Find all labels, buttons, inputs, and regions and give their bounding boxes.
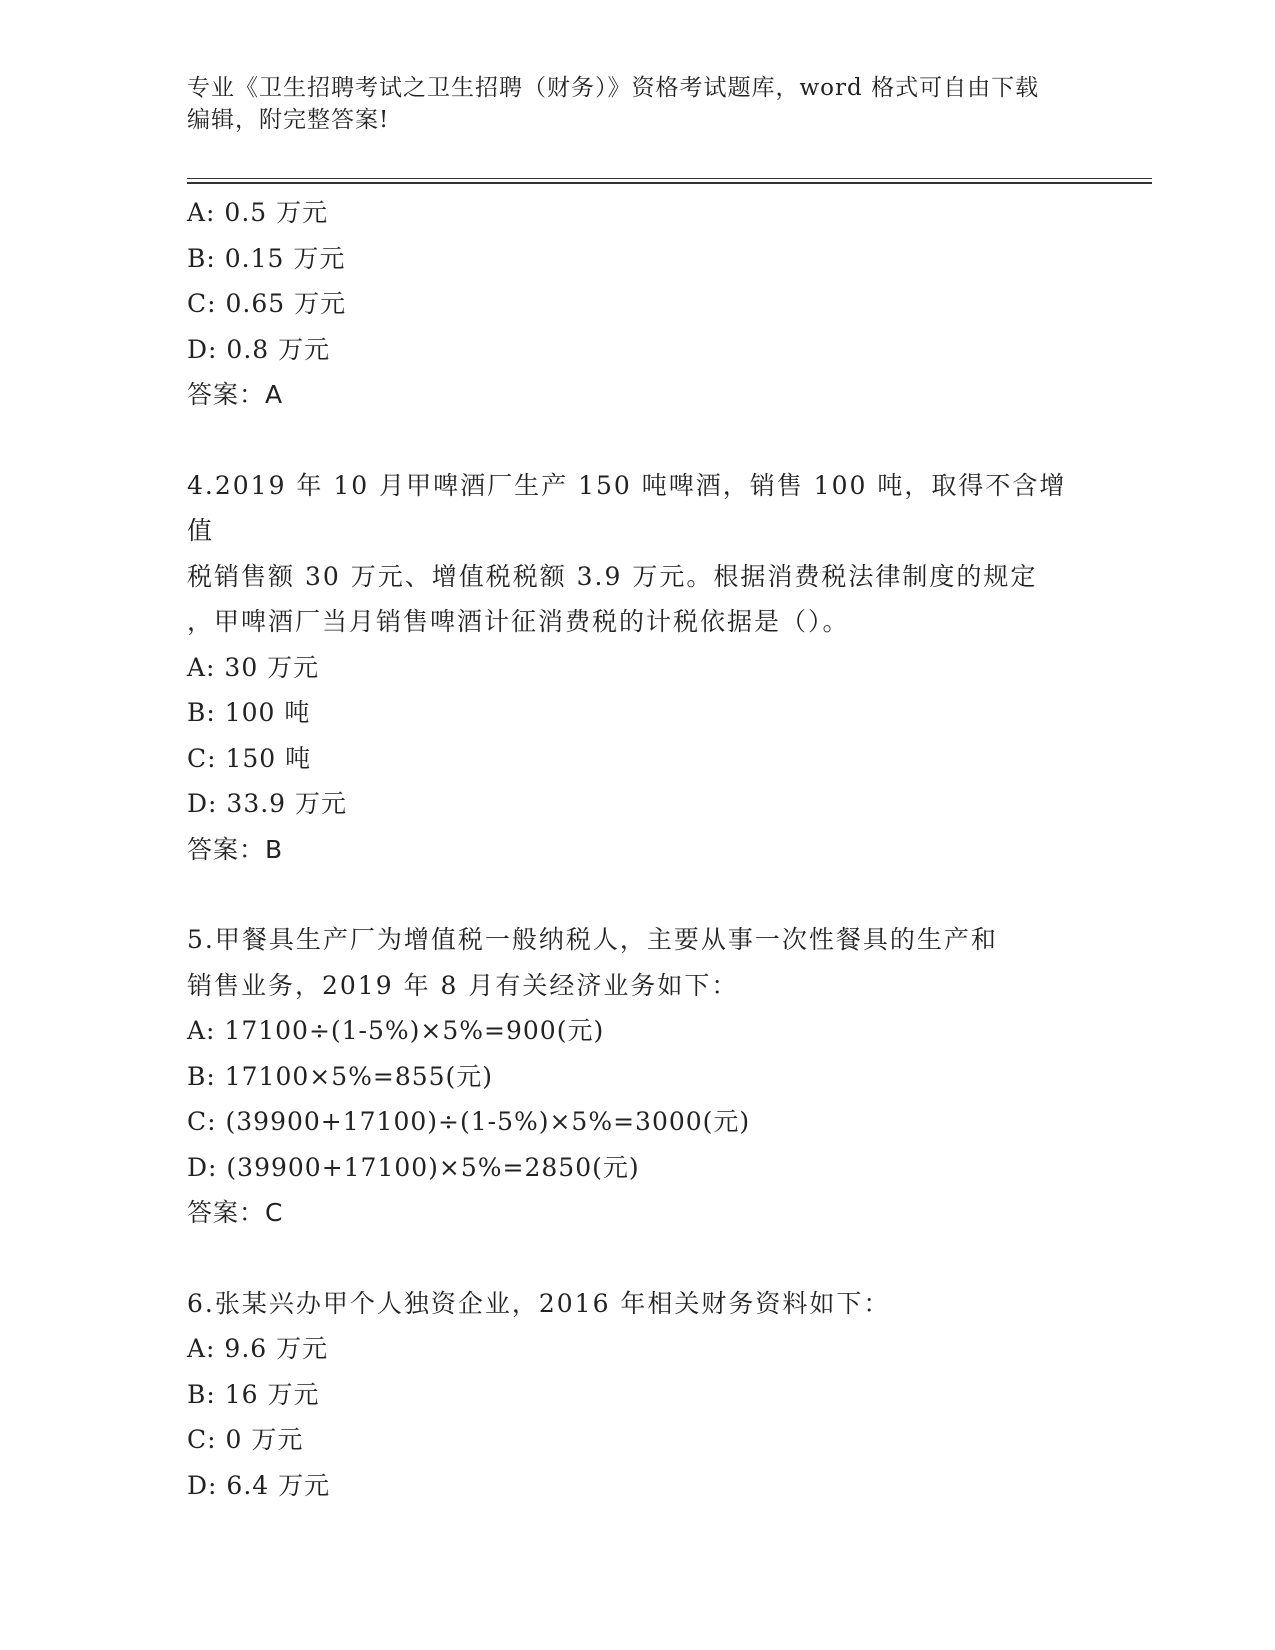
question-3-tail xyxy=(187,190,1107,418)
stem-line-1: 6.张某兴办甲个人独资企业，2016 年相关财务资料如下： xyxy=(187,1288,891,1318)
option-d: D: (39900+17100)×5%=2850(元) xyxy=(187,1152,640,1182)
header-intro-line2: 编辑，附完整答案! xyxy=(187,107,390,133)
stem-line-3: ，甲啤酒厂当月销售啤酒计征消费税的计税依据是（）。 xyxy=(187,607,850,636)
option-b: B: 0.15 万元 xyxy=(187,243,346,273)
answer-line: 答案：A xyxy=(187,380,284,409)
option-b: B: 16 万元 xyxy=(187,1379,320,1409)
option-a: A: 17100÷(1-5%)×5%=900(元) xyxy=(187,1016,605,1045)
option-c: C: 150 吨 xyxy=(187,743,312,773)
option-d: D: 33.9 万元 xyxy=(187,789,348,818)
question-4 xyxy=(187,463,1107,873)
option-a: A: 0.5 万元 xyxy=(187,198,329,227)
stem-line-2: 销售业务，2019 年 8 月有关经济业务如下： xyxy=(187,970,739,1000)
option-c: C: 0.65 万元 xyxy=(187,289,347,318)
document-header xyxy=(187,72,1067,136)
option-a: A: 30 万元 xyxy=(187,652,320,682)
option-b: B: 17100×5%=855(元) xyxy=(187,1061,494,1091)
stem-line-1: 5.甲餐具生产厂为增值税一般纳税人，主要从事一次性餐具的生产和 xyxy=(187,925,998,954)
stem-line-1: 4.2019 年 10 月甲啤酒厂生产 150 吨啤酒，销售 100 吨，取得不含增值 xyxy=(187,470,1067,545)
stem-line-2: 税销售额 30 万元、增值税税额 3.9 万元。根据消费税法律制度的规定 xyxy=(187,561,1038,591)
option-a: A: 9.6 万元 xyxy=(187,1334,329,1363)
question-stem xyxy=(187,1281,1087,1327)
question-5 xyxy=(187,917,1107,1236)
question-6 xyxy=(187,1281,1107,1509)
option-d: D: 6.4 万元 xyxy=(187,1470,331,1500)
option-b: B: 100 吨 xyxy=(187,698,311,727)
header-intro-line1: 专业《卫生招聘考试之卫生招聘（财务）》资格考试题库，word 格式可自由下载 xyxy=(187,75,1040,101)
question-stem xyxy=(187,917,1087,1008)
question-list xyxy=(187,190,1107,1508)
option-d: D: 0.8 万元 xyxy=(187,334,331,364)
option-c: C: (39900+17100)÷(1-5%)×5%=3000(元) xyxy=(187,1107,751,1136)
header-divider-thick xyxy=(187,182,1152,184)
answer-line: 答案：B xyxy=(187,834,284,864)
question-stem xyxy=(187,463,1087,645)
answer-line: 答案：C xyxy=(187,1198,284,1227)
option-c: C: 0 万元 xyxy=(187,1425,304,1454)
header-divider-thin xyxy=(187,178,1152,179)
